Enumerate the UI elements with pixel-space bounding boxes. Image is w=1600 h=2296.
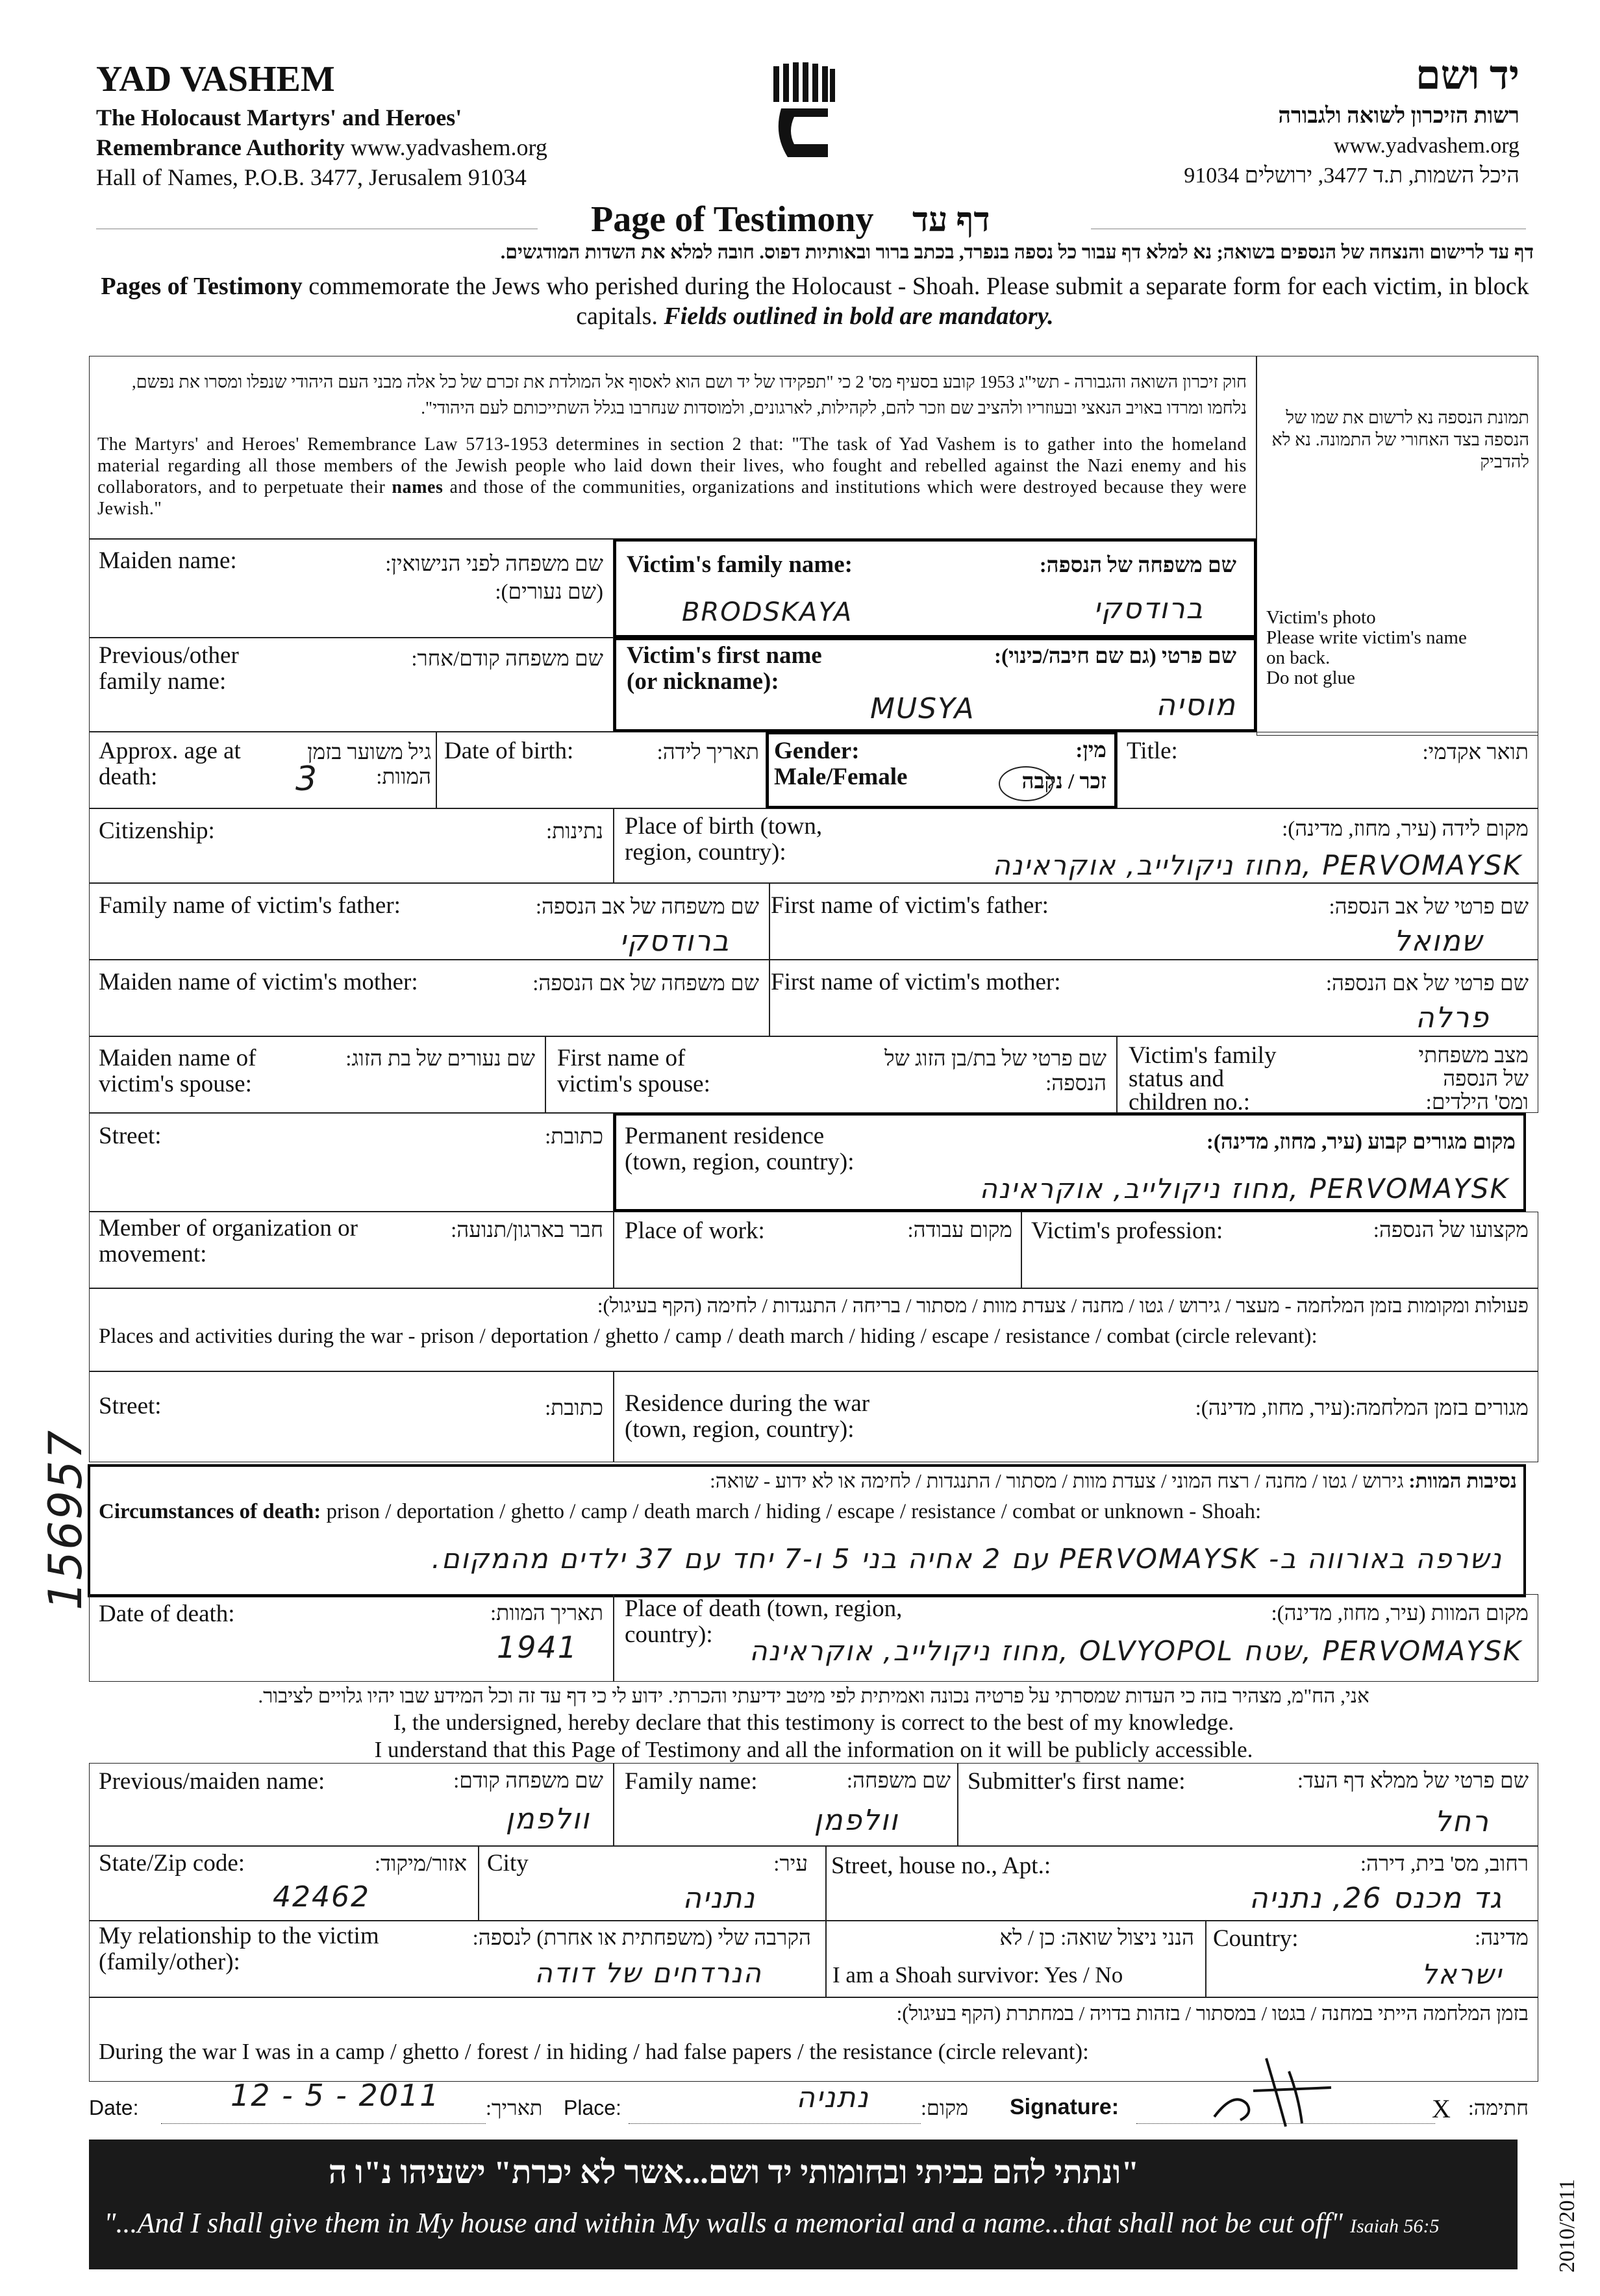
city-label: City: [487, 1850, 529, 1877]
date-of-death-label-he: תאריך המוות:: [490, 1602, 603, 1625]
website-he: www.yadvashem.org: [1333, 134, 1519, 158]
org-name-he: יד ושם: [1415, 54, 1519, 98]
submitter-first-name-value: רחל: [1434, 1805, 1490, 1838]
spouse-maiden-name-label: Maiden name of victim's spouse:: [99, 1045, 256, 1097]
victim-first-name-label-he: שם פרטי (גם שם חיבה/כינוי):: [994, 645, 1236, 668]
maiden-name-label-he-2: (שם נעורים):: [495, 580, 603, 604]
date-of-death-label: Date of death:: [99, 1601, 235, 1627]
circumstances-label: Circumstances of death: prison / deportation / ghetto / camp / death march / hiding / escape / resistance / combat or unknown - Shoah:: [99, 1500, 1262, 1523]
quote-en: "...And I shall give them in My house and within My walls a memorial and a name...that shall not be cut off" Isaiah 56:5: [104, 2207, 1440, 2239]
signature-label-he: חתימה:: [1468, 2096, 1529, 2119]
law-text-en: The Martyrs' and Heroes' Remembrance Law 5713-1953 determines in section 2 that: "The task of Yad Vashem is to gather into the homeland material regarding all those members of the Jewish people who laid down their lives, who fought and rebelled against the Nazi enemy and his collaborators, and to perpetuate their names and those of the communities, organizations and institutions which were destroyed because they were Jewish.": [97, 434, 1247, 519]
street-label-he: כתובת:: [545, 1125, 603, 1149]
org-subtitle-2: Remembrance Authority www.yadvashem.org: [96, 134, 547, 160]
citizenship-label-he: נתינות:: [546, 820, 603, 843]
victim-family-name-label: Victim's family name:: [627, 551, 853, 578]
gender-female-circle: [999, 766, 1053, 801]
date-value[interactable]: 12 - 5 - 2011: [231, 2078, 440, 2113]
place-label-he: מקום:: [921, 2096, 969, 2119]
permanent-residence-label: Permanent residence (town, region, country):: [625, 1123, 855, 1175]
quote-he: "ונתתי להם בביתי ובחומותי יד ושם...אשר לא יכרת" ישעיהו נ"ו ה: [328, 2154, 1140, 2190]
victim-family-name-value: BRODSKAYA: [682, 597, 853, 627]
zip-code-value: 42462: [273, 1880, 370, 1914]
zip-code-label-he: אזור/מיקוד:: [374, 1853, 467, 1876]
margin-number: 156957: [39, 1429, 92, 1610]
place-of-work-label-he: מקום עבודה:: [907, 1219, 1012, 1242]
mother-first-name-label: First name of victim's mother:: [771, 969, 1061, 995]
previous-family-name-label: Previous/other family name:: [99, 642, 239, 695]
father-family-name-value: ברודסקי: [619, 925, 730, 958]
spouse-first-name-label-he: שם פרטי של בת/בן הזוג של הנספה:: [884, 1047, 1106, 1095]
country-label: Country:: [1213, 1925, 1299, 1952]
form-code: 2010/2011: [1555, 2178, 1579, 2273]
signature-label: Signature:: [1010, 2095, 1119, 2119]
date-line: [161, 2123, 486, 2124]
city-label-he: עיר:: [773, 1853, 808, 1876]
submitter-street-value: גד מכנס 26, נתניה: [1249, 1882, 1503, 1915]
relationship-value: הנרדחים של דודה: [534, 1957, 762, 1989]
mother-maiden-name-label: Maiden name of victim's mother:: [99, 969, 418, 995]
place-of-birth-value: PERVOMAYSK ,מחוז ניקולייב, אוקראינה: [992, 849, 1522, 881]
date-of-birth-label-he: תאריך לידה:: [656, 741, 759, 764]
mother-first-name-value: פרלה: [1415, 1001, 1490, 1034]
citizenship-label: Citizenship:: [99, 817, 215, 844]
form-title-en: Page of Testimony: [591, 199, 874, 240]
org-subtitle-1: The Holocaust Martyrs' and Heroes': [96, 105, 462, 131]
country-label-he: מדינה:: [1475, 1927, 1529, 1950]
victim-family-name-value-he: ברודסקי: [1094, 592, 1204, 625]
victim-family-name-label-he: שם משפחה של הנספה:: [1039, 554, 1236, 577]
street-label: Street:: [99, 1123, 162, 1149]
date-of-birth-label: Date of birth:: [444, 738, 574, 764]
spouse-maiden-name-label-he: שם נעורים של בת הזוג:: [345, 1047, 535, 1071]
submitter-first-name-label-he: שם פרטי של ממלא דף העד:: [1297, 1769, 1529, 1793]
father-family-name-label: Family name of victim's father:: [99, 892, 401, 919]
submitter-war-label: During the war I was in a camp / ghetto / forest / in hiding / had false papers / the resistance (circle relevant):: [99, 2039, 1089, 2064]
victim-first-name-label: Victim's first name (or nickname):: [627, 642, 822, 695]
title-label-he: תואר אקדמי:: [1422, 741, 1529, 764]
maiden-name-label-he: שם משפחה לפני הנישואין:: [385, 553, 603, 576]
father-family-name-label-he: שם משפחה של אב הנספה:: [535, 895, 759, 919]
profession-label-he: מקצועו של הנספה:: [1373, 1219, 1529, 1242]
submitter-previous-name-label: Previous/maiden name:: [99, 1768, 325, 1795]
street-field[interactable]: [89, 1113, 614, 1212]
family-status-label: Victim's family status and children no.:: [1129, 1042, 1277, 1116]
place-of-work-label: Place of work:: [625, 1217, 765, 1244]
war-street-label: Street:: [99, 1393, 162, 1419]
gender-label-he: מין:: [1075, 739, 1106, 762]
victim-first-name-value: MUSYA: [870, 692, 975, 725]
place-of-death-label: Place of death (town, region, country):: [625, 1595, 903, 1648]
submitter-family-name-label: Family name:: [625, 1768, 758, 1795]
org-address-he: היכל השמות, ת.ד 3477, ירושלים 91034: [1184, 164, 1519, 188]
mother-first-name-label-he: שם פרטי של אם הנספה:: [1325, 972, 1529, 995]
relationship-label: My relationship to the victim (family/other):: [99, 1923, 379, 1975]
organization-label-he: חבר בארגון/תנועה:: [451, 1219, 603, 1242]
permanent-residence-value: PERVOMAYSK ,מחוז ניקולייב, אוקראינה: [979, 1173, 1509, 1204]
intro-he: דף עד לרישום והנצחה של הנספים בשואה; נא למלא דף עבור כל נספה בנפרד, בכתב ברור ובאותיות דפוס. חובה למלא את השדות המודגשים.: [500, 242, 1534, 263]
gender-label: Gender: Male/Female: [774, 738, 908, 790]
place-of-birth-label: Place of birth (town, region, country):: [625, 813, 823, 866]
form-title-he: דף עד: [912, 202, 990, 239]
submitter-previous-name-value: וולפמן: [505, 1803, 590, 1836]
war-street-label-he: כתובת:: [545, 1397, 603, 1420]
survivor-label: I am a Shoah survivor: Yes / No: [832, 1962, 1123, 1988]
city-value: נתניה: [682, 1882, 756, 1915]
date-label-he: תאריך:: [486, 2096, 543, 2119]
place-of-death-label-he: מקום המוות (עיר, מחוז, מדינה):: [1271, 1602, 1529, 1625]
submitter-family-name-value: וולפמן: [814, 1804, 899, 1837]
country-value: ישראל: [1421, 1958, 1503, 1990]
submitter-family-name-label-he: שם משפחה:: [846, 1769, 951, 1793]
org-name-en: YAD VASHEM: [96, 59, 335, 99]
father-first-name-label-he: שם פרטי של אב הנספה:: [1329, 895, 1529, 919]
org-subtitle-he: רשות הזיכרון לשואה ולגבורה: [1278, 104, 1519, 128]
place-line: [629, 2123, 921, 2124]
previous-family-name-label-he: שם משפחה קודם/אחר:: [411, 647, 603, 671]
spouse-first-name-label: First name of victim's spouse:: [557, 1045, 710, 1097]
father-first-name-label: First name of victim's father:: [771, 892, 1049, 919]
mother-maiden-name-label-he: שם משפחה של אם הנספה:: [532, 972, 759, 995]
war-residence-label-he: מגורים בזמן המלחמה:(עיר, מחוז, מדינה):: [1195, 1397, 1529, 1420]
submitter-previous-name-label-he: שם משפחה קודם:: [453, 1769, 603, 1793]
declaration-en: I, the undersigned, hereby declare that this testimony is correct to the best of my knowledge. I understand that this Page of Testimony and all the information on it will be publicly accessible.: [374, 1710, 1253, 1762]
organization-label: Member of organization or movement:: [99, 1215, 358, 1267]
place-of-death-value: PERVOMAYSK ,שטח OLVYOPOL ,מחוז ניקולייב, אוקראינה: [749, 1635, 1522, 1667]
submitter-first-name-label: Submitter's first name:: [968, 1768, 1186, 1795]
date-of-death-value: 1941: [497, 1630, 579, 1665]
signature-x: X: [1432, 2094, 1451, 2123]
maiden-name-label: Maiden name:: [99, 547, 237, 574]
gender-options-he[interactable]: זכר / נקבה: [1021, 770, 1106, 793]
war-activities-label-he: פעולות ומקומות בזמן המלחמה - מעצר / גירוש / גטו / מחנה / צעדת מוות / מסתור / בריחה / התנגדות / לחימה (הקף בעיגול):: [597, 1294, 1529, 1317]
circumstances-value: נשרפה באורווה ב- PERVOMAYSK עם 2 אחיה בני 5 ו-7 יחד עם 37 ילדים מהמקום.: [431, 1543, 1503, 1575]
survivor-label-he: הנני ניצול שואה: כן / לא: [999, 1927, 1194, 1950]
signature-image[interactable]: [1188, 2052, 1383, 2130]
family-status-label-he: מצב משפחתי של הנספה ומס' הילדים:: [1418, 1044, 1529, 1114]
war-residence-label: Residence during the war (town, region, country):: [625, 1390, 870, 1443]
photo-text-he: תמונת הנספה נא לרשום את שמו של הנספה בצד האחורי של התמונה. נא לא להדביק: [1271, 408, 1529, 471]
yad-vashem-logo-icon: [768, 60, 840, 164]
law-text-he: חוק זיכרון השואה והגבורה - תשי"ג 1953 קובע בסעיף מס' 2 כי "תפקידו של יד ושם הוא לאסוף אל המולדת את זכרם של כל אלה מבני העם היהודי שנפלו ומסרו את נפשם, נלחמו ומרדו באויב הנאצי ובעוזריו ולהציב שם וזכר להם, לקהילות, לארגונים, ולמוסדות שנחרבו בגלל השתייכותם לעם היהודי".: [131, 372, 1247, 418]
age-at-death-label-he: גיל משוער בזמן המוות:: [307, 741, 431, 789]
declaration-he: אני, הח"מ, מצהיר בזה כי העדות שמסרתי על פרטיה נכונה ואמיתית לפי מיטב ידיעתי והכרתי. ידוע לי כי דף עד זה וכל המידע שבו יהיו גלויים לציבור.: [258, 1684, 1369, 1707]
date-label: Date:: [89, 2096, 139, 2119]
org-address-en: Hall of Names, P.O.B. 3477, Jerusalem 91034: [96, 164, 527, 190]
submitter-street-label-he: רחוב, מס' בית, דירה:: [1360, 1853, 1529, 1876]
intro-en: Pages of Testimony commemorate the Jews who perished during the Holocaust - Shoah. Please submit a separate form for each victim, in block capitals. Fields outlined in bold are mandatory.: [101, 273, 1529, 330]
age-at-death-label: Approx. age at death:: [99, 738, 241, 790]
victim-first-name-value-he: מוסיה: [1156, 687, 1236, 722]
place-label: Place:: [564, 2096, 621, 2119]
profession-label: Victim's profession:: [1031, 1217, 1223, 1244]
relationship-label-he: הקרבה שלי (משפחתית או אחרת) לנספה:: [472, 1927, 811, 1950]
submitter-war-label-he: בזמן המלחמה הייתי במחנה / בגטו / במסתור / בזהות בדויה / במחתרת (הקף בעיגול):: [896, 2002, 1529, 2025]
place-value[interactable]: נתניה: [796, 2081, 869, 2114]
place-of-birth-label-he: מקום לידה (עיר, מחוז, מדינה):: [1282, 817, 1529, 841]
age-at-death-value: 3: [295, 760, 319, 799]
war-street-field[interactable]: [89, 1371, 614, 1462]
circumstances-label-he: נסיבות המוות: גירוש / גטו / מחנה / רצח המוני / צעדת מוות / מסתור / התנגדות / לחימה או לא ידוע - שואה:: [710, 1469, 1517, 1492]
permanent-residence-label-he: מקום מגורים קבוע (עיר, מחוז, מדינה):: [1206, 1130, 1516, 1154]
submitter-street-label: Street, house no., Apt.:: [831, 1853, 1051, 1879]
war-activities-label: Places and activities during the war - prison / deportation / ghetto / camp / death march / hiding / escape / resistance / combat (circle relevant):: [99, 1325, 1318, 1348]
father-first-name-value: שמואל: [1394, 925, 1483, 958]
zip-code-label: State/Zip code:: [99, 1850, 245, 1877]
title-label: Title:: [1127, 738, 1178, 764]
photo-text-en: Victim's photo Please write victim's name on back. Do not glue: [1266, 607, 1467, 688]
